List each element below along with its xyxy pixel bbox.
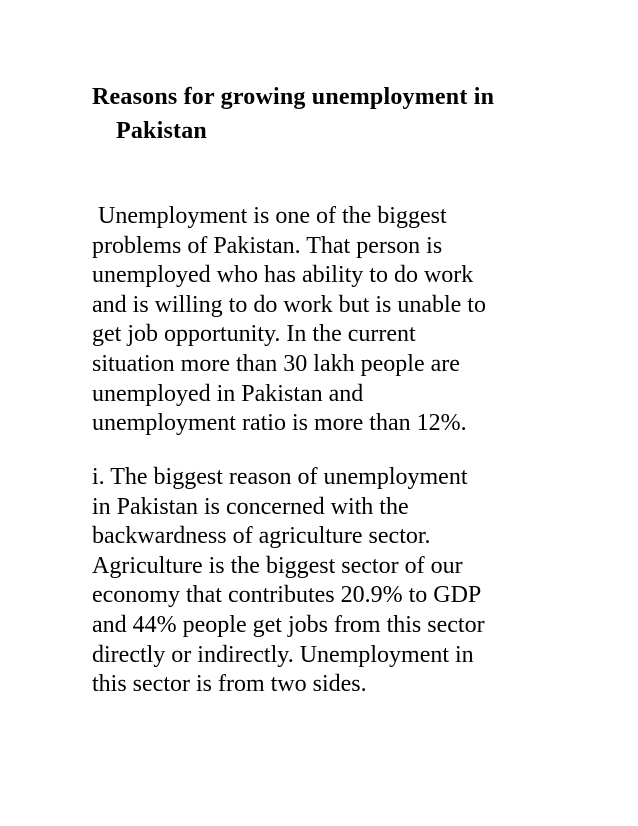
paragraph-line: backwardness of agriculture sector. [92, 523, 431, 550]
paragraph-line: unemployed who has ability to do work [92, 262, 474, 289]
paragraph-line: Unemployment is one of the biggest [92, 203, 447, 229]
paragraph-line: this sector is from two sides. [92, 671, 367, 698]
paragraph-intro [92, 202, 562, 439]
paragraph-line: unemployed in Pakistan and [92, 380, 364, 407]
paragraph-line: problems of Pakistan. That person is [92, 232, 443, 259]
paragraph-line: get job opportunity. In the current [92, 321, 416, 348]
paragraph-line: directly or indirectly. Unemployment in [92, 641, 474, 668]
paragraph-line: i. The biggest reason of unemployment [92, 464, 468, 490]
paragraph-line: and is willing to do work but is unable to [92, 291, 486, 318]
paragraph-line: Agriculture is the biggest sector of our [92, 552, 463, 579]
paragraph-line: in Pakistan is concerned with the [92, 493, 409, 520]
paragraph-line: situation more than 30 lakh people are [92, 350, 460, 377]
title-line: Pakistan [116, 118, 207, 144]
paragraph-line: unemployment ratio is more than 12%. [92, 410, 467, 437]
document-title [92, 80, 572, 148]
paragraph-line: economy that contributes 20.9% to GDP [92, 582, 482, 609]
paragraph-reason-one [92, 463, 562, 700]
paragraph-line: and 44% people get jobs from this sector [92, 611, 485, 638]
title-line: Reasons for growing unemployment in [92, 84, 495, 110]
